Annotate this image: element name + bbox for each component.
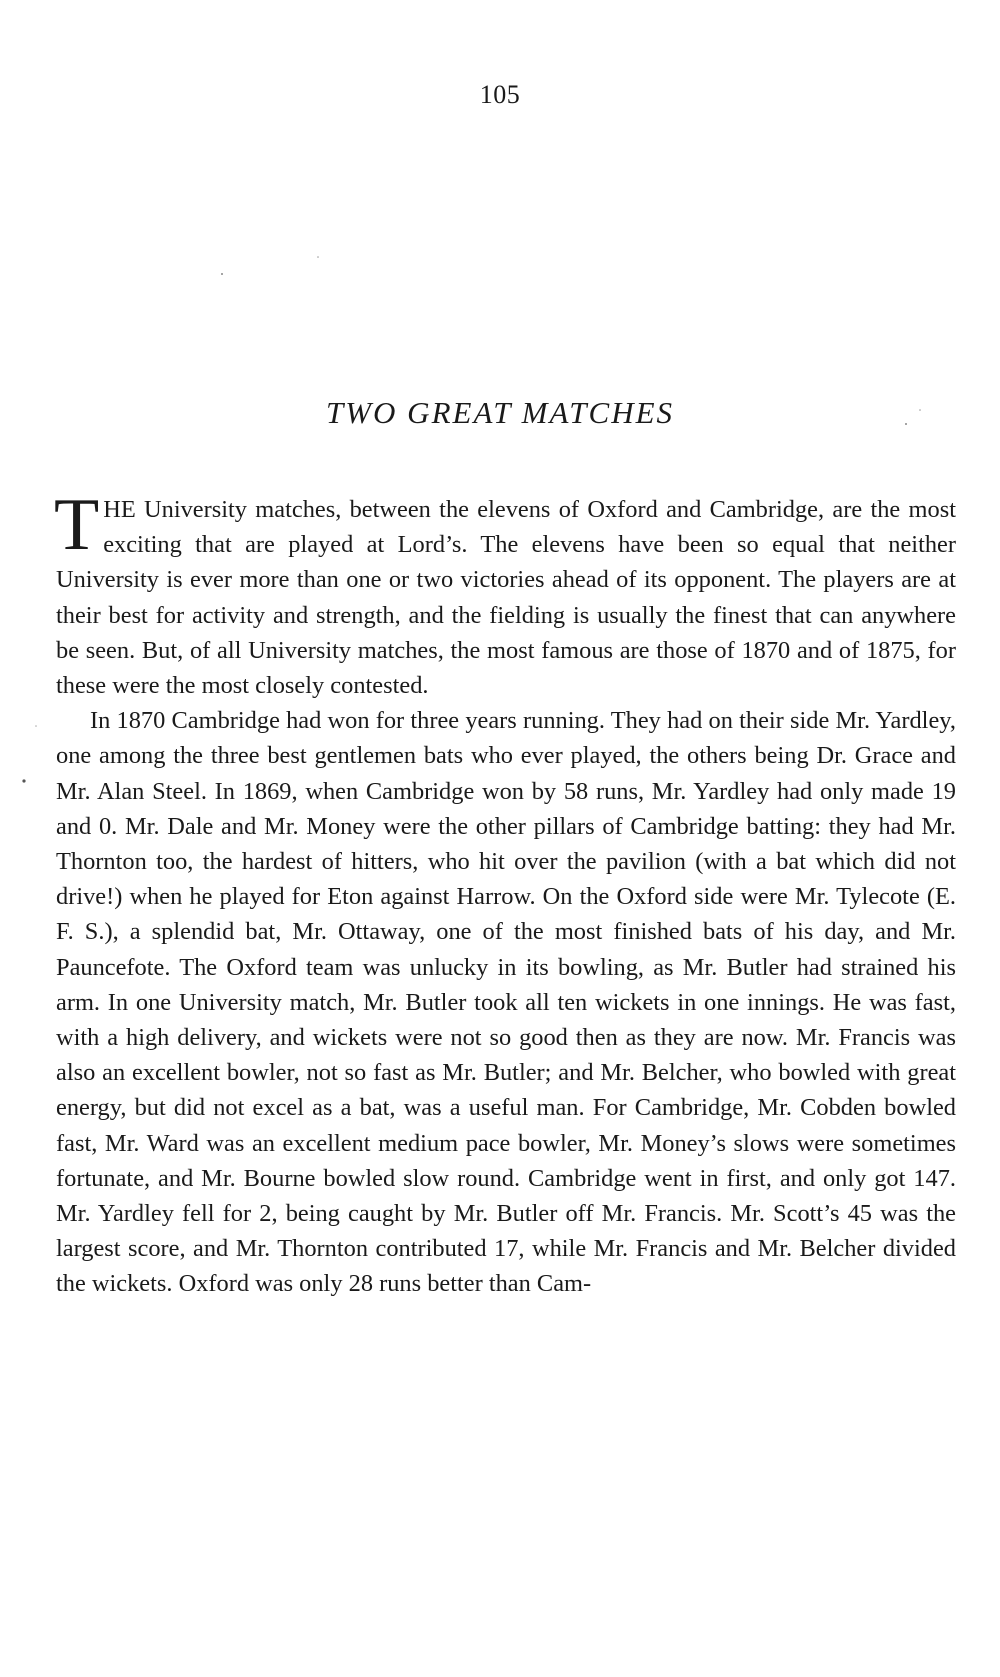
speck: [35, 725, 37, 727]
paragraph-1-text: HE University matches, between the elevens of Oxford and Cambridge, are the most exciting that are played at Lord’s. The elevens have been so equal that neither University is ever more than one or two victories ahead of its opponent. The players are at their best for activity and strength, and the fielding is usually the finest that can anywhere be seen. But, of all University matches, the most famous are those of 1870 and of 1875, for these were the most closely contested.: [56, 496, 956, 700]
paragraph-1: [54, 484, 956, 703]
speck: [22, 779, 25, 782]
chapter-title: TWO GREAT MATCHES: [325, 395, 675, 430]
body-text: [54, 484, 956, 1302]
speck: [317, 256, 319, 258]
paragraph-2: In 1870 Cambridge had won for three years running. They had on their side Mr. Yardley, one among the three best gentlemen bats who ever played, the others being Dr. Grace and Mr. Alan Steel. In 1869, when Cambridge won by 58 runs, Mr. Yardley had only made 19 and 0. Mr. Dale and Mr. Money were the other pillars of Cambridge batting: they had Mr. Thornton too, the hardest of hitters, who hit over the pavilion (with a bat which did not drive!) when he played for Eton against Harrow. On the Oxford side were Mr. Tylecote (E. F. S.), a splendid bat, Mr. Ottaway, one of the most finished bats of his day, and Mr. Pauncefote. The Oxford team was unlucky in its bowling, as Mr. Butler had strained his arm. In one University match, Mr. Butler took all ten wickets in one innings. He was fast, with a high delivery, and wickets were not so good then as they are now. Mr. Francis was also an excellent bowler, not so fast as Mr. Butler; and Mr. Belcher, who bowled with great energy, but did not excel as a bat, was a useful man. For Cambridge, Mr. Cobden bowled fast, Mr. Ward was an excellent medium pace bowler, Mr. Money’s slows were sometimes fortunate, and Mr. Bourne bowled slow round. Cambridge went in first, and only got 147. Mr. Yardley fell for 2, being caught by Mr. Butler off Mr. Francis. Mr. Scott’s 45 was the largest score, and Mr. Thornton contributed 17, while Mr. Francis and Mr. Belcher divided the wickets. Oxford was only 28 runs better than Cam-: [56, 707, 956, 1298]
speck: [221, 273, 223, 275]
page-number: 105: [479, 80, 521, 109]
drop-cap: T: [54, 484, 100, 566]
